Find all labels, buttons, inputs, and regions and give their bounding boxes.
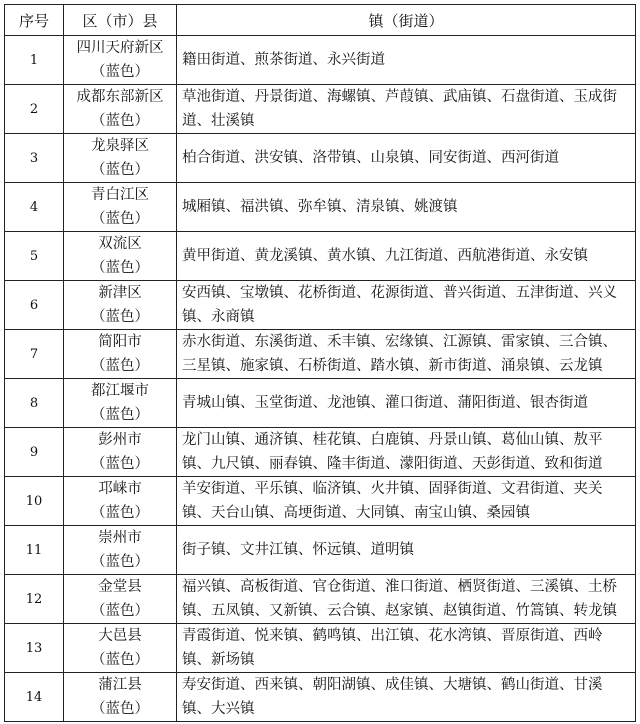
row-serial-number: 4 — [5, 183, 64, 232]
header-serial-number: 序号 — [5, 5, 64, 36]
row-district-cell — [64, 36, 177, 85]
table-row — [5, 428, 636, 477]
table-row — [5, 624, 636, 673]
row-serial-number: 14 — [5, 673, 64, 722]
row-district-cell — [64, 673, 177, 722]
table-body — [5, 36, 636, 722]
town-list-table — [4, 4, 636, 722]
district-name: 四川天府新区 — [76, 40, 164, 56]
district-color-tag: （蓝色） — [91, 456, 149, 472]
district-name: 龙泉驿区 — [91, 138, 149, 154]
table-row — [5, 575, 636, 624]
table-row — [5, 85, 636, 134]
row-serial-number: 6 — [5, 281, 64, 330]
district-name: 蒲江县 — [98, 677, 142, 693]
row-towns: 青城山镇、玉堂街道、龙池镇、灌口街道、蒲阳街道、银杏街道 — [177, 379, 636, 428]
district-color-tag: （蓝色） — [91, 505, 149, 521]
table-row — [5, 673, 636, 722]
row-district-cell — [64, 526, 177, 575]
table-row — [5, 281, 636, 330]
row-district-cell — [64, 183, 177, 232]
row-district-cell — [64, 477, 177, 526]
row-towns: 草池街道、丹景街道、海螺镇、芦葭镇、武庙镇、石盘街道、玉成街道、壮溪镇 — [177, 85, 636, 134]
row-serial-number: 11 — [5, 526, 64, 575]
district-color-tag: （蓝色） — [91, 652, 149, 668]
row-serial-number: 12 — [5, 575, 64, 624]
row-serial-number: 10 — [5, 477, 64, 526]
district-color-tag: （蓝色） — [91, 309, 149, 325]
row-district-cell — [64, 428, 177, 477]
table-header-row — [5, 5, 636, 36]
row-towns: 安西镇、宝墩镇、花桥街道、花源街道、普兴街道、五津街道、兴义镇、永商镇 — [177, 281, 636, 330]
row-district-cell — [64, 379, 177, 428]
district-name: 彭州市 — [98, 432, 142, 448]
row-serial-number: 1 — [5, 36, 64, 85]
row-towns: 籍田街道、煎茶街道、永兴街道 — [177, 36, 636, 85]
row-district-cell — [64, 624, 177, 673]
row-towns: 城厢镇、福洪镇、弥牟镇、清泉镇、姚渡镇 — [177, 183, 636, 232]
row-towns: 福兴镇、高板街道、官仓街道、淮口街道、栖贤街道、三溪镇、土桥镇、五凤镇、又新镇、云合镇、赵家镇、赵镇街道、竹篙镇、转龙镇 — [177, 575, 636, 624]
district-name: 青白江区 — [91, 187, 149, 203]
district-color-tag: （蓝色） — [91, 260, 149, 276]
district-color-tag: （蓝色） — [91, 64, 149, 80]
table-row — [5, 330, 636, 379]
row-serial-number: 5 — [5, 232, 64, 281]
row-towns: 赤水街道、东溪街道、禾丰镇、宏缘镇、江源镇、雷家镇、三合镇、三星镇、施家镇、石桥街道、踏水镇、新市街道、涌泉镇、云龙镇 — [177, 330, 636, 379]
table-row — [5, 232, 636, 281]
district-name: 崇州市 — [98, 530, 142, 546]
district-name: 都江堰市 — [91, 383, 149, 399]
row-towns: 寿安街道、西来镇、朝阳湖镇、成佳镇、大塘镇、鹤山街道、甘溪镇、大兴镇 — [177, 673, 636, 722]
row-towns: 街子镇、文井江镇、怀远镇、道明镇 — [177, 526, 636, 575]
table-row — [5, 183, 636, 232]
table-row — [5, 526, 636, 575]
row-serial-number: 2 — [5, 85, 64, 134]
district-color-tag: （蓝色） — [91, 113, 149, 129]
row-towns: 黄甲街道、黄龙溪镇、黄水镇、九江街道、西航港街道、永安镇 — [177, 232, 636, 281]
district-color-tag: （蓝色） — [91, 701, 149, 717]
row-district-cell — [64, 134, 177, 183]
district-name: 成都东部新区 — [76, 89, 164, 105]
row-towns: 柏合街道、洪安镇、洛带镇、山泉镇、同安街道、西河街道 — [177, 134, 636, 183]
header-district: 区（市）县 — [64, 5, 177, 36]
table-row — [5, 134, 636, 183]
district-color-tag: （蓝色） — [91, 211, 149, 227]
district-name: 双流区 — [98, 236, 142, 252]
district-color-tag: （蓝色） — [91, 358, 149, 374]
district-name: 简阳市 — [98, 334, 142, 350]
district-name: 金堂县 — [98, 579, 142, 595]
row-towns: 羊安街道、平乐镇、临济镇、火井镇、固驿街道、文君街道、夹关镇、天台山镇、高埂街道、大同镇、南宝山镇、桑园镇 — [177, 477, 636, 526]
row-serial-number: 9 — [5, 428, 64, 477]
table-row — [5, 36, 636, 85]
row-serial-number: 3 — [5, 134, 64, 183]
table-row — [5, 477, 636, 526]
district-name: 新津区 — [98, 285, 142, 301]
row-district-cell — [64, 330, 177, 379]
district-color-tag: （蓝色） — [91, 554, 149, 570]
row-district-cell — [64, 281, 177, 330]
row-serial-number: 8 — [5, 379, 64, 428]
district-color-tag: （蓝色） — [91, 162, 149, 178]
table-row — [5, 379, 636, 428]
district-name: 邛崃市 — [98, 481, 142, 497]
row-district-cell — [64, 575, 177, 624]
row-district-cell — [64, 85, 177, 134]
row-district-cell — [64, 232, 177, 281]
district-name: 大邑县 — [98, 628, 142, 644]
header-towns: 镇（街道） — [177, 5, 636, 36]
row-serial-number: 7 — [5, 330, 64, 379]
district-color-tag: （蓝色） — [91, 407, 149, 423]
district-color-tag: （蓝色） — [91, 603, 149, 619]
row-towns: 龙门山镇、通济镇、桂花镇、白鹿镇、丹景山镇、葛仙山镇、敖平镇、九尺镇、丽春镇、隆丰街道、濛阳街道、天彭街道、致和街道 — [177, 428, 636, 477]
row-towns: 青霞街道、悦来镇、鹤鸣镇、出江镇、花水湾镇、晋原街道、西岭镇、新场镇 — [177, 624, 636, 673]
row-serial-number: 13 — [5, 624, 64, 673]
